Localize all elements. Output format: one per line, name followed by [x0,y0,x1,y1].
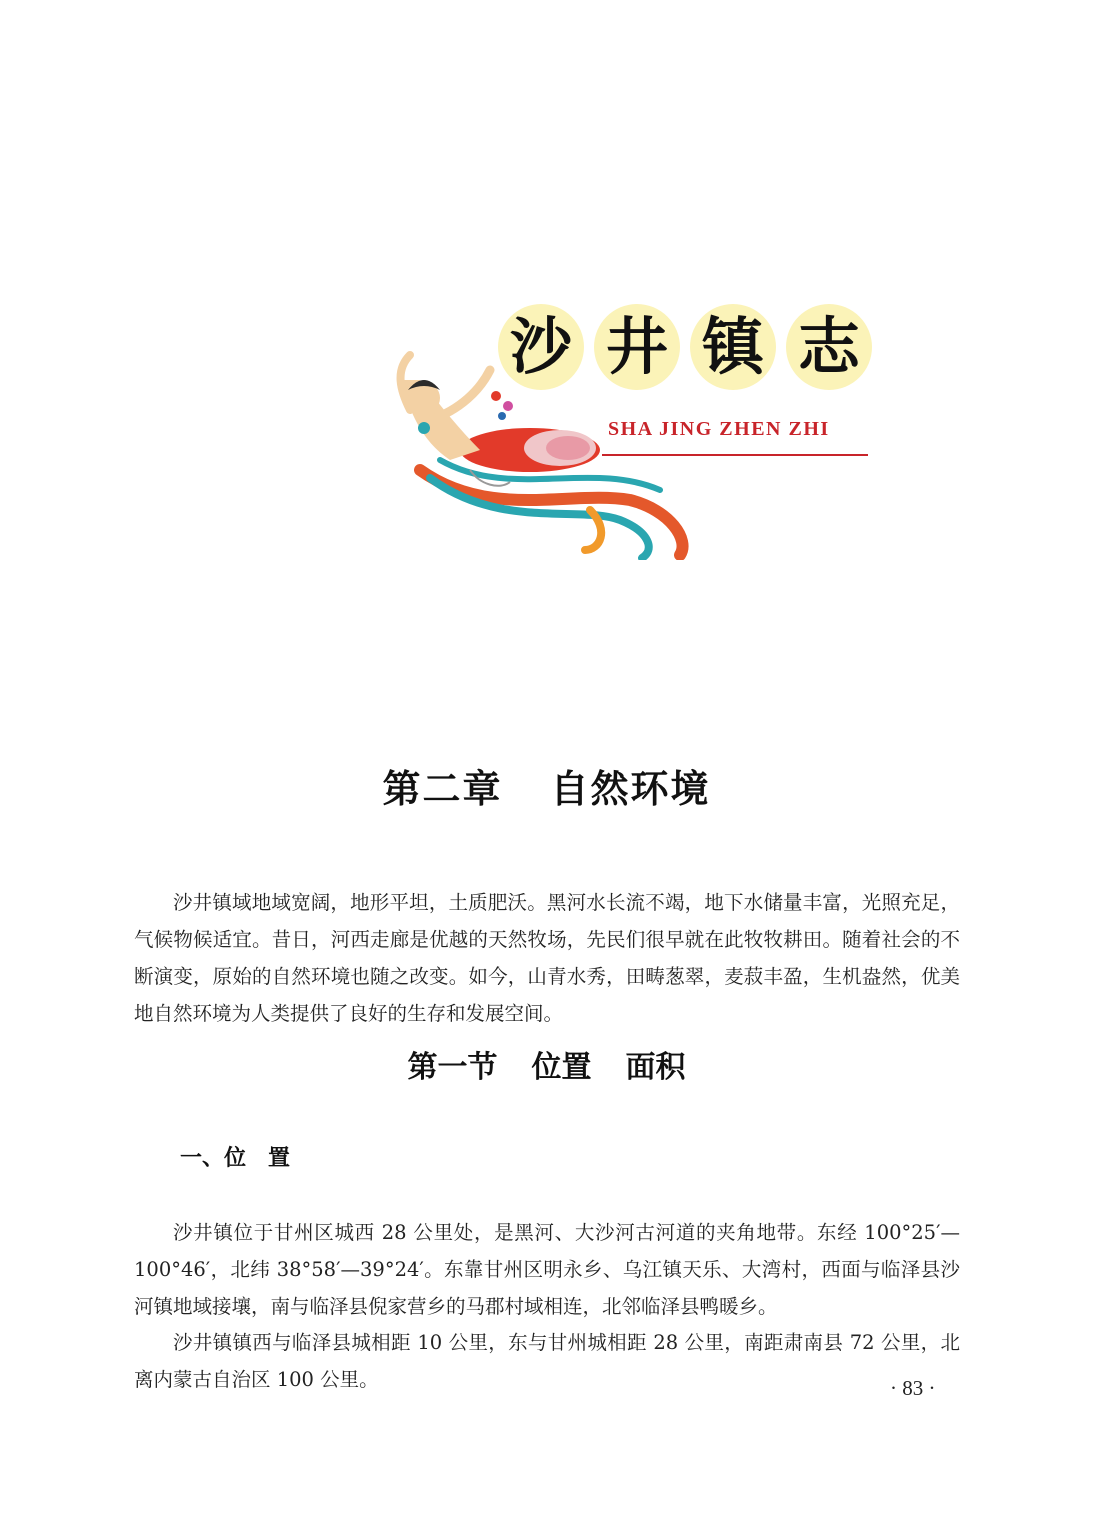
subsection-name: 置 [268,1146,291,1171]
location-paragraph: 沙井镇位于甘州区城西 28 公里处，是黑河、大沙河古河道的夹角地带。东经 100°25′—100°46′，北纬 38°58′—39°24′。东靠甘州区明永乡、乌江镇天乐、大湾村，西面与临泽县沙河镇地域接壤，南与临泽县倪家营乡的马郡村域相连，北邻临泽县鸭暖乡。 [134,1220,960,1318]
title-char: 志 [786,304,872,390]
chapter-name: 自然环境 [550,767,711,811]
section-number: 第一节 [407,1050,498,1085]
chapter-number: 第二章 [382,767,503,811]
title-char: 沙 [498,304,584,390]
section-name-part1: 位置 [531,1050,592,1085]
page-number: · 83 · [890,1376,936,1400]
header-emblem [380,290,890,570]
book-subtitle: SHA JING ZHEN ZHI [608,418,830,440]
subtitle-underline [602,454,868,456]
section-name-part2: 面积 [625,1050,686,1085]
subsection-title [180,1141,290,1172]
location-paragraph: 沙井镇镇西与临泽县城相距 10 公里，东与甘州城相距 28 公里，南距肃南县 72 公里，北离内蒙古自治区 100 公里。 [134,1330,960,1391]
section-title [0,1042,1093,1086]
subsection-number: 一、位 [180,1146,247,1171]
intro-paragraph: 沙井镇域地域宽阔，地形平坦，土质肥沃。黑河水长流不竭，地下水储量丰富，光照充足，气候物候适宜。昔日，河西走廊是优越的天然牧场，先民们很早就在此牧牧耕田。随着社会的不断演变，原始的自然环境也随之改变。如今，山青水秀，田畴葱翠，麦菽丰盈，生机盎然，优美地自然环境为人类提供了良好的生存和发展空间。 [134,890,960,1025]
title-circles [498,304,872,390]
chapter-title [0,758,1093,813]
title-char: 镇 [690,304,776,390]
title-char: 井 [594,304,680,390]
